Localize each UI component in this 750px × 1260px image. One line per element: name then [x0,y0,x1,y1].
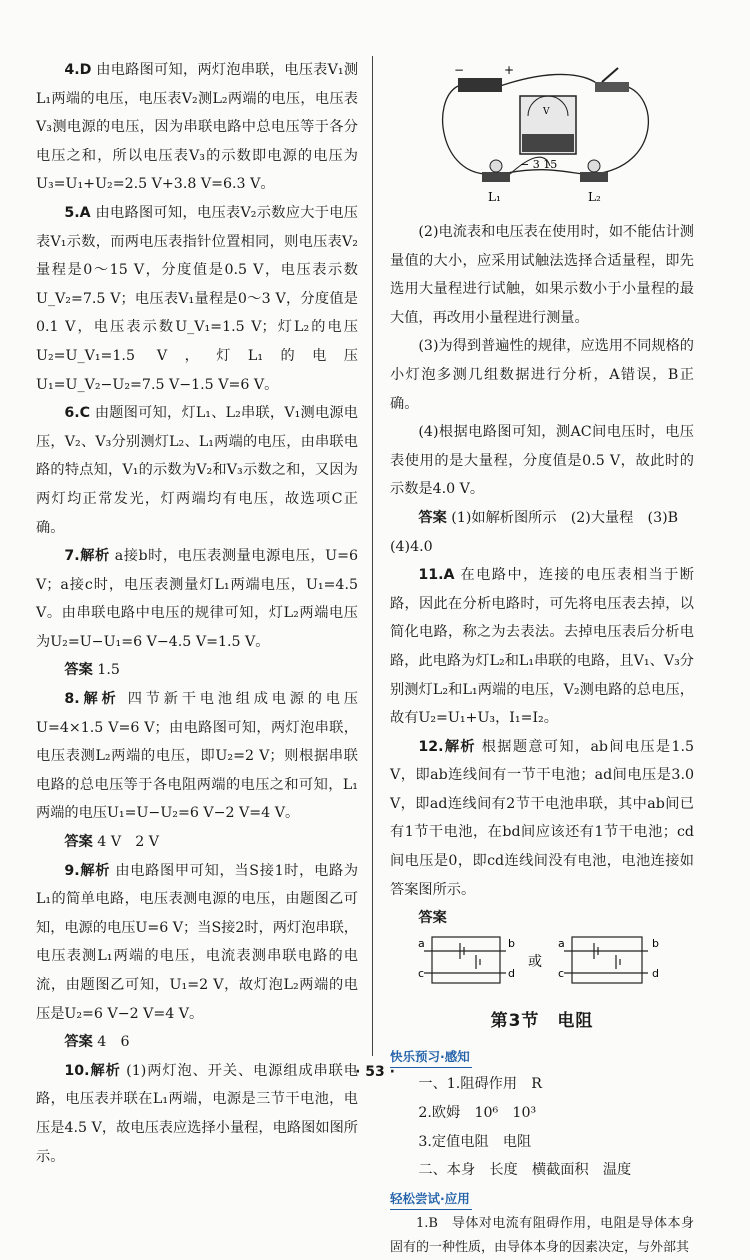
svg-text:−: − [454,63,465,77]
q7: 7.解析 a接b时，电压表测量电源电压，U=6 V；a接c时，电压表测量灯L₁两端电压，U₁=4.5 V。由串联电路中电压的规律可知，灯L₂两端电压为U₂=U−U₁=6 V−4.5 V=1.5 V。 [36,548,358,650]
lamp-l2-icon [580,172,608,182]
q6: 6.C 由题图可知，灯L₁、L₂串联，V₁测电源电压，V₂、V₃分别测灯L₂、L₁两端的电压，由串联电路的特点知，V₁的示数为V₂和V₃示数之和，又因为两灯均正常发光，灯两端均有电压，故选项C正确。 [36,405,358,536]
circuit-figure [390,56,690,218]
section-bar-preview: 快乐预习·感知 [390,1047,472,1068]
svg-text:b: b [508,936,515,950]
lamp-l1-icon [482,172,510,182]
left-column [36,56,358,1171]
q8-answer: 答案 4 V 2 V [64,834,160,851]
q12: 12.解析 根据题意可知，ab间电压是1.5 V，即ab连线间有一节干电池；ad间电压是3.0 V，即ad连线间有2节干电池串联，其中ab间已有1节干电池，在bd间应该还有1节干电池；cd间电压是0，即cd连线间没有电池，电池连接如答案图所示。 [390,738,695,898]
preview-3: 3.定值电阻 电阻 [418,1133,532,1150]
section-title: 第3节 电阻 [490,1010,594,1031]
answer-circuit-figure [390,933,690,989]
svg-text:或: 或 [528,953,542,970]
svg-text:c: c [558,966,565,980]
svg-text:b: b [652,936,659,950]
q8: 8.解析 四节新干电池组成电源的电压U=4×1.5 V=6 V；由电路图可知，两灯泡串联，电压表测L₂两端的电压，即U₂=2 V；则根据串联电路的总电压等于各电阻两端的电压之和可知，L₁两端的电压U₁=U−U₂=6 V−2 V=4 V。 [36,691,358,822]
try-1: 1.B 导体对电流有阻碍作用，电阻是导体本身固有的一种性质，由导体本身的因素决定，与外部其 [390,1215,694,1255]
switch-icon [595,82,629,92]
svg-text:L₂: L₂ [588,190,601,204]
q10-part4: (4)根据电路图可知，测AC间电压时，电压表使用的是大量程，分度值是0.5 V，故此时的示数是4.0 V。 [390,424,694,498]
page-number: · 53 · [355,1064,395,1080]
svg-text:a: a [418,936,425,950]
q12-answer: 答案 [418,910,447,927]
q10-answer: 答案 (1)如解析图所示 (2)大量程 (3)B (4)4.0 [390,509,693,555]
preview-4: 二、本身 长度 横截面积 温度 [418,1162,632,1179]
q11: 11.A 在电路中，连接的电压表相当于断路，因此在分析电路时，可先将电压表去掉，以简化电路，称之为去表法。去掉电压表后分析电路，此电路为灯L₂和L₁串联的电路，且V₁、V₃分别测灯L₂和L₁两端的电压，V₂测电路的总电压，故有U₂=U₁+U₃，I₁=I₂。 [390,567,694,727]
preview-2: 2.欧姆 10⁶ 10³ [418,1105,537,1122]
q10-part3: (3)为得到普遍性的规律，应选用不同规格的小灯泡多测几组数据进行分析，A错误，B正确。 [390,338,694,412]
svg-text:V: V [543,107,550,117]
preview-1: 一、1.阻碍作用 R [418,1076,542,1093]
q9-answer: 答案 4 6 [64,1034,130,1051]
svg-text:L₁: L₁ [488,190,501,204]
q10: 10.解析 (1)两灯泡、开关、电源组成串联电路，电压表并联在L₁两端，电源是三节干电池，电压是4.5 V，故电压表应选择小量程，电路图如图所示。 [36,1062,358,1165]
battery-icon [458,78,502,92]
svg-text:d: d [508,966,515,980]
svg-text:+: + [504,63,515,77]
column-divider [372,56,373,1056]
q10-part2: (2)电流表和电压表在使用时，如不能估计测量值的大小，应采用试触法选择合适量程，即先选用大量程进行试触，如果示数小于小量程的最大值，再改用小量程进行测量。 [390,224,694,326]
q4: 4.D 由电路图可知，两灯泡串联，电压表V₁测L₁两端的电压，电压表V₂测L₂两端的电压，电压表V₃测电源的电压，因为串联电路中总电压等于各分电压之和，所以电压表V₃的示数即电源的电压为U₃=U₁+U₂=2.5 V+3.8 V=6.3 V。 [36,62,359,193]
q5: 5.A 由电路图可知，电压表V₂示数应大于电压表V₁示数，而两电压表指针位置相同，则电压表V₂量程是0～15 V，分度值是0.5 V，电压表示数U_V₂=7.5 V；电压表V₁量程是0～3 V，分度值是0.1 V，电压表示数U_V₁=1.5 V；灯L₂的电压U₂=U_V₁=1.5 V，灯L₁的电压U₁=U_V₂−U₂=7.5 V−1.5 V=6 V。 [36,204,358,393]
section-bar-try: 轻松尝试·应用 [390,1189,472,1210]
q9: 9.解析 由电路图甲可知，当S接1时，电路为L₁的简单电路，电压表测电源的电压，由题图乙可知，电源的电压U=6 V；当S接2时，两灯泡串联，电压表测L₁两端的电压，电流表测串联电路的电流，由题图乙可知，U₁=2 V，故灯泡L₂两端的电压是U₂=6 V−2 V=4 V。 [36,862,359,1022]
svg-text:c: c [418,966,425,980]
svg-text:d: d [652,966,659,980]
svg-text:− 3 15: − 3 15 [520,158,558,171]
q7-answer: 答案 1.5 [64,662,120,679]
svg-text:a: a [558,936,565,950]
